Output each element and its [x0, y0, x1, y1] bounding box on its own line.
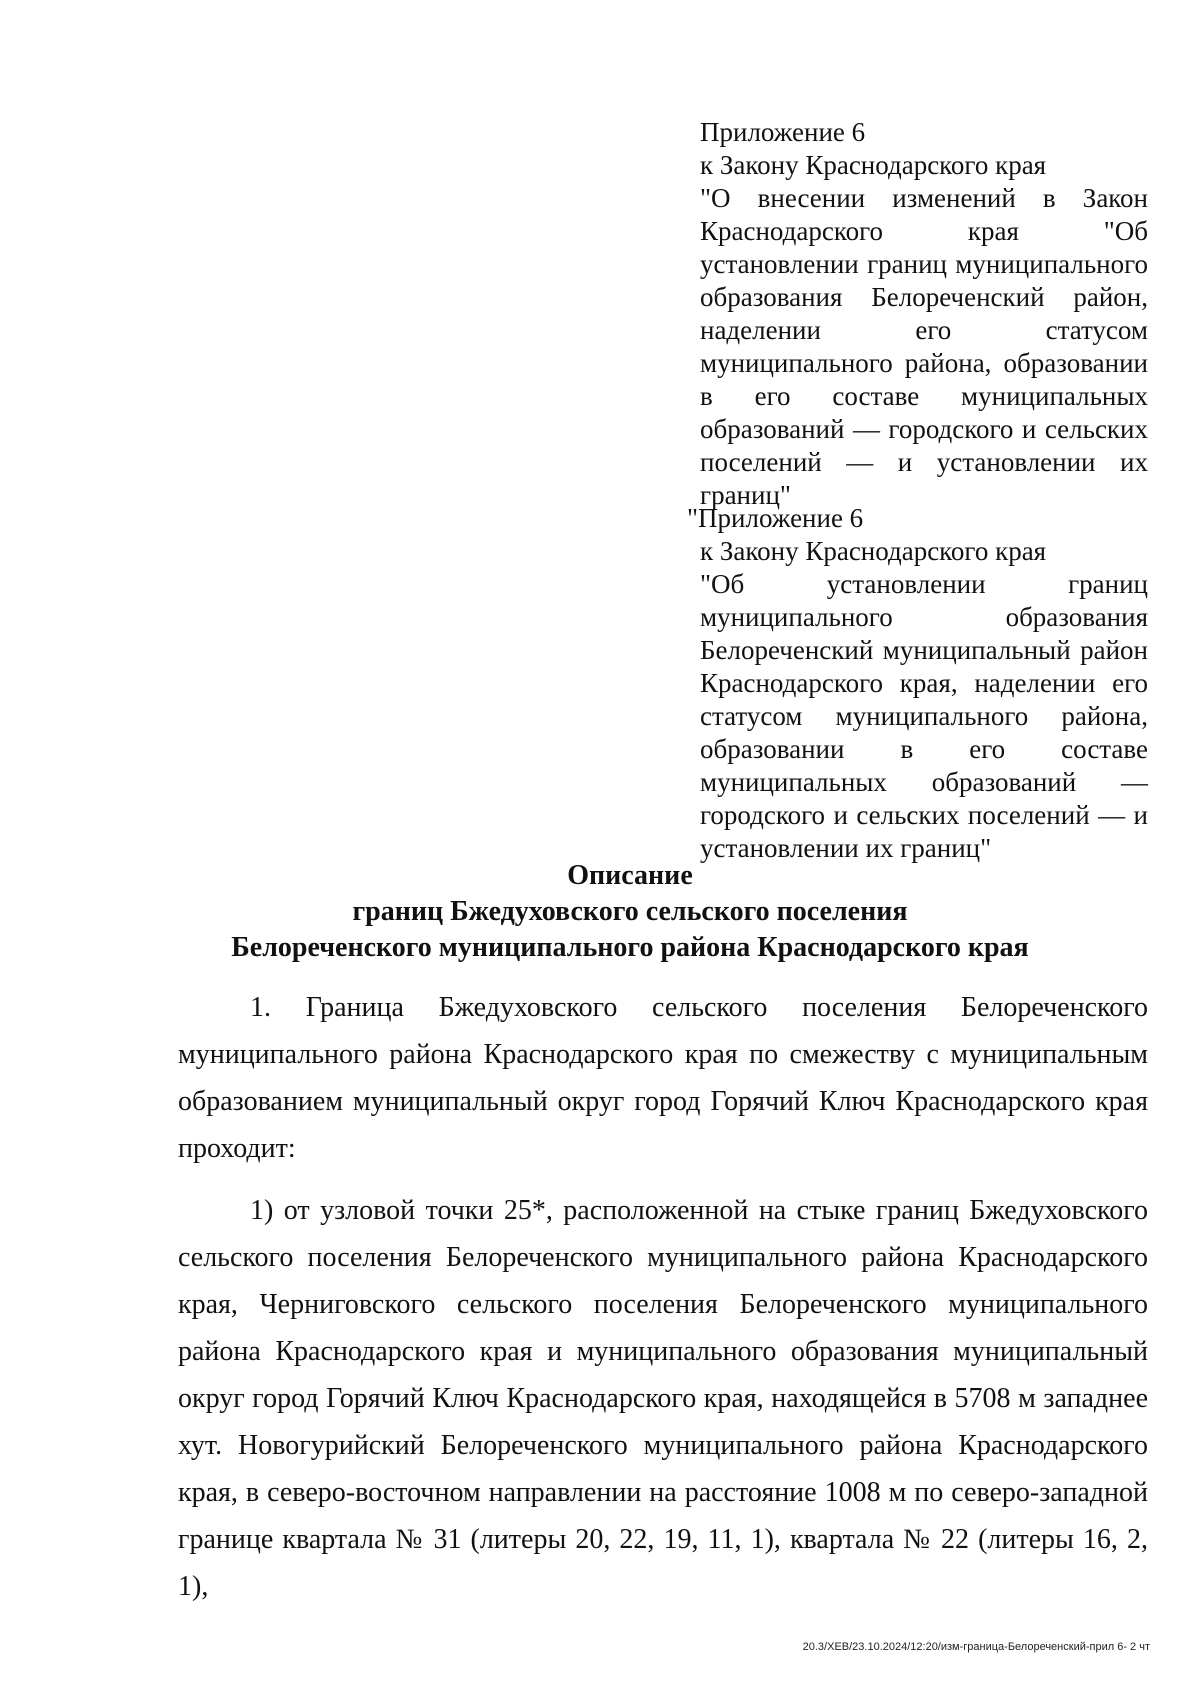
- document-body: [178, 984, 1148, 1625]
- heading-subtitle-line2: Белореченского муниципального района Краснодарского края: [231, 932, 1029, 963]
- appendix-label: Приложение 6: [700, 117, 866, 147]
- body-paragraph-1: 1. Граница Бжедуховского сельского поселения Белореченского муниципального района Краснодарского края по смежеству с муниципальным образованием муниципальный округ город Горячий Ключ Краснодарского края проходит:: [178, 992, 1148, 1164]
- appendix-header-current: [700, 116, 1148, 512]
- document-heading: [180, 858, 1080, 966]
- body-paragraph-2: 1) от узловой точки 25*, расположенной на стыке границ Бжедуховского сельского поселения Белореченского муниципального района Краснодарского края, Черниговского сельского поселения Белореченского муниципального района Краснодарского края и муниципального образования муниципальный округ город Горячий Ключ Краснодарского края, находящейся в 5708 м западнее хут. Новогурийский Белореченского муниципального района Краснодарского края, в северо-восточном направлении на расстояние 1008 м по северо-западной границе квартала № 31 (литеры 20, 22, 19, 11, 1), квартала № 22 (литеры 16, 2, 1),: [178, 1195, 1148, 1602]
- heading-subtitle-line1: границ Бжедуховского сельского поселения: [352, 896, 908, 927]
- appendix-header-new: [687, 502, 1148, 865]
- heading-title: Описание: [567, 860, 693, 891]
- appendix-law-title: "О внесении изменений в Закон Краснодарского края "Об установлении границ муниципального образования Белореченский район, наделении его статусом муниципального района, образовании в его составе муниципальных образований — городского и сельских поселений — и установлении их границ": [700, 183, 1148, 510]
- appendix-law-reference: к Закону Краснодарского края: [700, 150, 1047, 180]
- appendix-law-title: "Об установлении границ муниципального образования Белореченский муниципальный район Краснодарского края, наделении его статусом муниципального района, образовании в его составе муниципальных образований — городского и сельских поселений — и установлении их границ": [700, 569, 1148, 863]
- footer-file-stamp: 20.3/ХЕВ/23.10.2024/12:20/изм-граница-Белореченский-прил 6- 2 чт: [802, 1641, 1150, 1653]
- appendix-label: "Приложение 6: [687, 503, 864, 533]
- appendix-law-reference: к Закону Краснодарского края: [700, 536, 1047, 566]
